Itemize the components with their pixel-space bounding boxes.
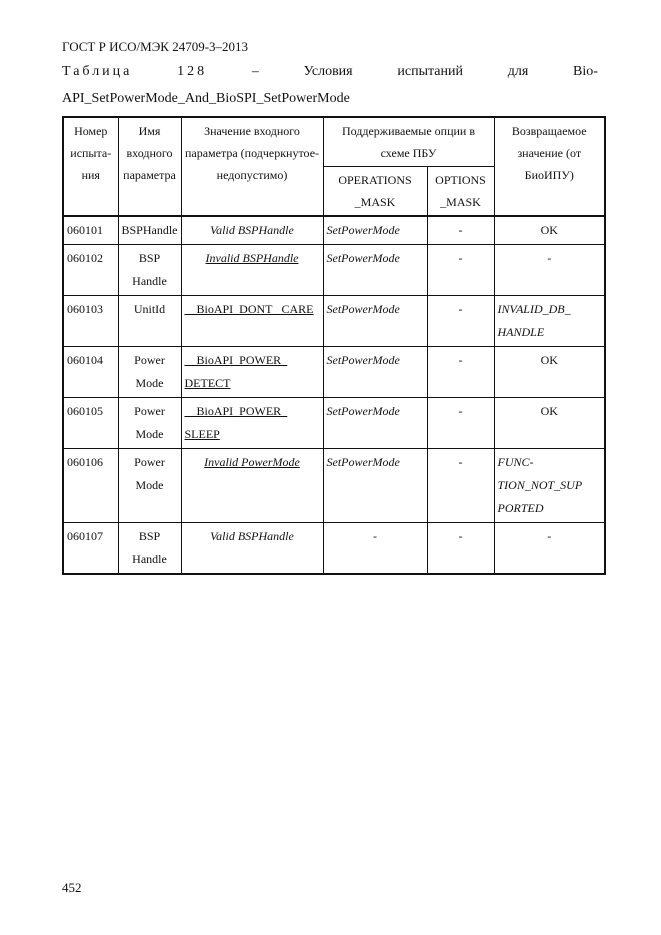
cell-operations-mask: SetPowerMode (323, 245, 427, 296)
caption-word-table: Таблица (62, 64, 133, 79)
cell-options-mask: - (427, 216, 494, 245)
cell-return-value: OK (494, 347, 605, 398)
header-operations-mask: OPERATIONS _MASK (323, 167, 427, 217)
header-test-number: Номер испыта-ния (63, 117, 118, 216)
table-row (63, 398, 605, 449)
cell-options-mask: - (427, 449, 494, 523)
cell-operations-mask: SetPowerMode (323, 347, 427, 398)
cell-operations-mask: SetPowerMode (323, 449, 427, 523)
table-row (63, 216, 605, 245)
cell-test-number: 060103 (63, 296, 118, 347)
cell-return-value: - (494, 245, 605, 296)
cell-test-number: 060106 (63, 449, 118, 523)
header-options-mask: OPTIONS _MASK (427, 167, 494, 217)
cell-input-value: Valid BSPHandle (181, 523, 323, 575)
table-caption-line2: API_SetPowerMode_And_BioSPI_SetPowerMode (62, 91, 350, 106)
standard-header: ГОСТ Р ИСО/МЭК 24709-3–2013 (62, 39, 249, 54)
cell-return-value: FUNC-TION_NOT_SUP PORTED (494, 449, 605, 523)
table-row (63, 245, 605, 296)
caption-table-number: 128 (177, 64, 208, 79)
caption-word-3: для (507, 64, 529, 79)
cell-input-name: BSP Handle (118, 245, 181, 296)
cell-options-mask: - (427, 347, 494, 398)
cell-operations-mask: SetPowerMode (323, 398, 427, 449)
header-input-name: Имя входного параметра (118, 117, 181, 216)
cell-test-number: 060105 (63, 398, 118, 449)
cell-input-value: __BioAPI_POWER_ SLEEP (181, 398, 323, 449)
cell-test-number: 060104 (63, 347, 118, 398)
cell-input-name: Power Mode (118, 347, 181, 398)
cell-input-name: BSPHandle (118, 216, 181, 245)
cell-test-number: 060102 (63, 245, 118, 296)
table-row (63, 523, 605, 575)
header-supported-options: Поддерживаемые опции в схеме ПБУ (323, 117, 494, 167)
header-return-value: Возвращаемое значение (от БиоИПУ) (494, 117, 605, 216)
table-caption (62, 64, 598, 80)
page-number: 452 (62, 880, 82, 895)
table-row (63, 296, 605, 347)
cell-options-mask: - (427, 296, 494, 347)
cell-operations-mask: - (323, 523, 427, 575)
table-row (63, 347, 605, 398)
caption-word-1: Условия (303, 64, 353, 79)
cell-return-value: OK (494, 216, 605, 245)
cell-options-mask: - (427, 523, 494, 575)
cell-test-number: 060107 (63, 523, 118, 575)
test-conditions-table (62, 116, 606, 575)
cell-operations-mask: SetPowerMode (323, 216, 427, 245)
cell-input-name: BSP Handle (118, 523, 181, 575)
cell-test-number: 060101 (63, 216, 118, 245)
caption-dash: – (251, 64, 259, 79)
cell-input-name: UnitId (118, 296, 181, 347)
cell-return-value: INVALID_DB_ HANDLE (494, 296, 605, 347)
caption-word-4: Bio- (573, 64, 598, 79)
cell-input-name: Power Mode (118, 449, 181, 523)
caption-word-2: испытаний (397, 64, 463, 79)
cell-return-value: - (494, 523, 605, 575)
cell-return-value: OK (494, 398, 605, 449)
cell-options-mask: - (427, 245, 494, 296)
cell-input-value: Invalid PowerMode (181, 449, 323, 523)
cell-input-value: __BioAPI_DONT_ CARE (181, 296, 323, 347)
cell-input-value: __BioAPI_POWER_ DETECT (181, 347, 323, 398)
cell-input-value: Valid BSPHandle (181, 216, 323, 245)
cell-options-mask: - (427, 398, 494, 449)
cell-operations-mask: SetPowerMode (323, 296, 427, 347)
cell-input-value: Invalid BSPHandle (181, 245, 323, 296)
cell-input-name: Power Mode (118, 398, 181, 449)
header-input-value: Значение входного параметра (подчеркнутое-недопустимо) (181, 117, 323, 216)
table-row (63, 449, 605, 523)
